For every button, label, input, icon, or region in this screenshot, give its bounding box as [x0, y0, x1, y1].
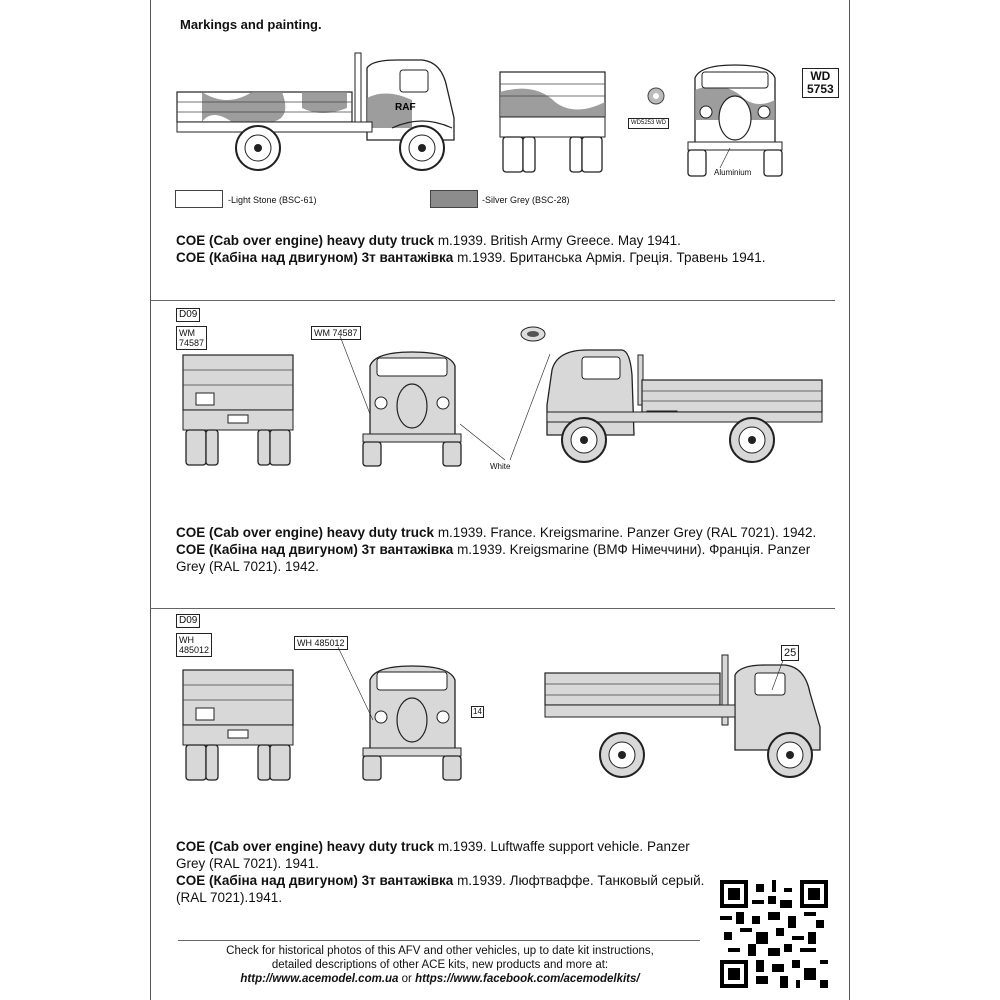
- truck-front-view-camo: [680, 60, 790, 178]
- wm-plate-bottom: 74587: [179, 338, 205, 348]
- wd-plate-top: WD: [810, 69, 831, 83]
- number-25-decal: 25: [781, 645, 799, 661]
- wm-front-plate: WM 74587: [311, 326, 361, 340]
- caption2-en-rest: m.1939. France. Kreigsmarine. Panzer Grey (RAL 7021). 1942.: [434, 525, 817, 540]
- leader-line-wh-plate: [338, 645, 378, 725]
- section1-caption: [176, 232, 836, 266]
- divider-1: [150, 300, 835, 301]
- caption3-en-bold: COE (Cab over engine) heavy duty truck: [176, 839, 435, 854]
- decal-circle-insignia: [646, 86, 666, 106]
- footer-url-acemodel[interactable]: http://www.acemodel.com.ua: [240, 973, 399, 985]
- truck-side-view-camo: [172, 48, 462, 178]
- leader-lines-white: [340, 334, 570, 469]
- caption2-uk-bold: COE (Кабіна над двигуном) 3т вантажівка: [176, 542, 454, 557]
- decal-ref-d09-section2: D09: [176, 308, 200, 322]
- page-heading: Markings and painting.: [180, 17, 322, 32]
- decal-ref-d09-section3: D09: [176, 614, 200, 628]
- caption2-en-bold: COE (Cab over engine) heavy duty truck: [176, 525, 435, 540]
- footer-line1: Check for historical photos of this AFV and other vehicles, up to date kit instructions,: [226, 945, 654, 957]
- wd-rear-plate: WD5253 WD: [628, 118, 669, 129]
- caption3-uk-rest: m.1939. Люфтваффе. Танковый серый. (RAL 7021).1941.: [176, 873, 705, 905]
- wd-front-plate: [802, 68, 839, 98]
- wh-rear-plate: [176, 633, 212, 657]
- legend-light-stone-label: -Light Stone (BSC-61): [228, 195, 317, 205]
- aluminium-label: Aluminium: [714, 168, 752, 177]
- caption1-en-bold: COE (Cab over engine) heavy duty truck: [176, 233, 435, 248]
- legend-light-stone-swatch: [175, 190, 223, 208]
- section2-caption: [176, 524, 836, 575]
- number-14-decal: 14: [473, 707, 482, 716]
- footer-line2: detailed descriptions of other ACE kits, new products and more at:: [271, 959, 609, 971]
- wd-plate-bottom: 5753: [807, 82, 834, 96]
- caption3-uk-bold: COE (Кабіна над двигуном) 3т вантажівка: [176, 873, 454, 888]
- caption1-en-rest: m.1939. British Army Greece. May 1941.: [434, 233, 681, 248]
- wh-front-plate: WH 485012: [294, 636, 348, 650]
- truck-side-view-luftwaffe: [540, 655, 830, 780]
- legend-silver-grey-swatch: [430, 190, 478, 208]
- caption2-uk-rest: m.1939. Kreigsmarine (ВМФ Німеччини). Франція. Panzer Grey (RAL 7021). 1942.: [176, 542, 811, 574]
- caption1-uk-bold: COE (Кабіна над двигуном) 3т вантажівка: [176, 250, 454, 265]
- raf-marking: RAF: [395, 102, 416, 113]
- wh-plate-top: WH: [179, 635, 194, 645]
- divider-2: [150, 608, 835, 609]
- section3-caption: [176, 838, 706, 906]
- caption1-uk-rest: m.1939. Британська Армія. Греція. Травень 1941.: [453, 250, 766, 265]
- footer-divider: [178, 940, 700, 941]
- footer-or: or: [398, 973, 416, 985]
- decal-eagle-badge: [520, 326, 546, 342]
- footer-url-facebook[interactable]: https://www.facebook.com/acemodelkits/: [415, 973, 640, 985]
- wm-plate-top: WM: [179, 328, 195, 338]
- white-label: White: [490, 462, 511, 471]
- qr-code-icon[interactable]: [720, 880, 828, 988]
- legend-silver-grey-label: -Silver Grey (BSC-28): [482, 195, 570, 205]
- footer: [180, 944, 700, 986]
- truck-side-view-kriegsmarine: [542, 345, 827, 467]
- caption3-en-rest: m.1939. Luftwaffe support vehicle. Panzer Grey (RAL 7021). 1941.: [176, 839, 690, 871]
- truck-rear-view-camo: [495, 62, 615, 177]
- truck-rear-view-luftwaffe: [178, 660, 298, 782]
- truck-rear-view-kriegsmarine: [178, 345, 298, 467]
- wh-plate-bottom: 485012: [179, 645, 210, 655]
